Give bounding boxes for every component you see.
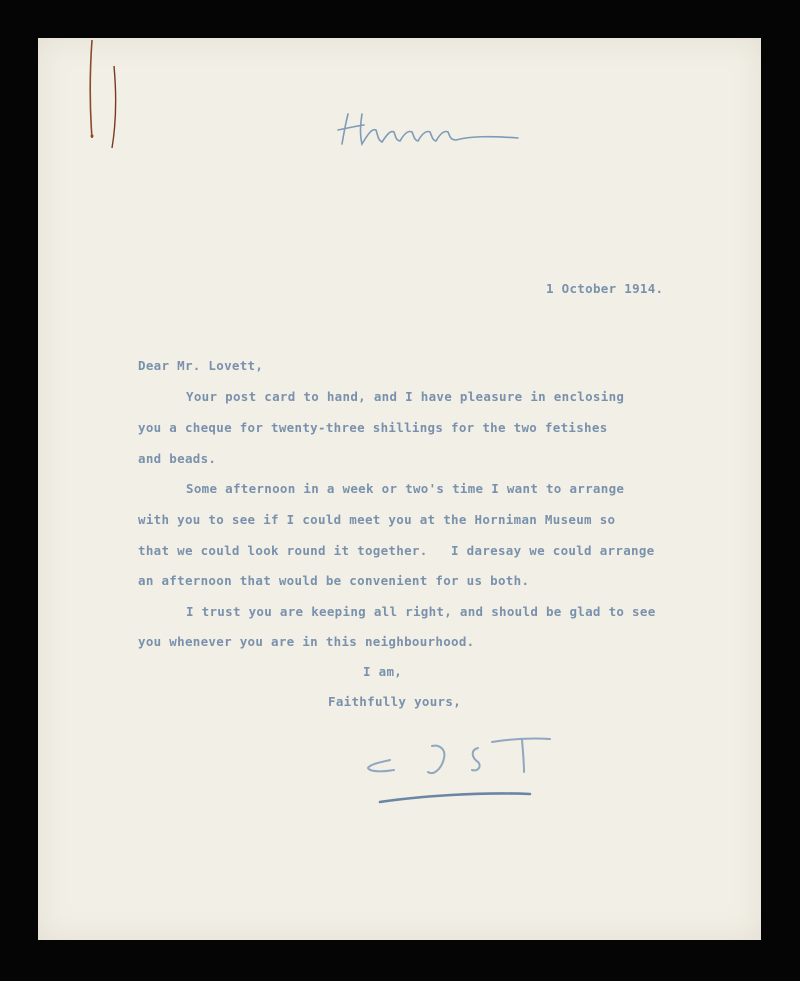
staple-mark <box>84 38 124 158</box>
salutation: Dear Mr. Lovett, <box>138 358 264 373</box>
signature-initials <box>360 706 560 806</box>
body-line: Your post card to hand, and I have pleasure in enclosing <box>186 389 625 404</box>
letter-date: 1 October 1914. <box>546 281 664 296</box>
body-line: with you to see if I could meet you at the Horniman Museum so <box>138 512 616 527</box>
handwritten-annotation <box>330 106 530 156</box>
body-line: an afternoon that would be convenient for us both. <box>138 573 530 588</box>
body-line: that we could look round it together. I daresay we could arrange <box>138 543 655 558</box>
closing-line: Faithfully yours, <box>328 694 462 709</box>
body-line: Some afternoon in a week or two's time I want to arrange <box>186 481 625 496</box>
letter-page <box>38 38 761 940</box>
body-line: you a cheque for twenty-three shillings for the two fetishes <box>138 420 608 435</box>
body-line: you whenever you are in this neighbourhood. <box>138 634 475 649</box>
closing-line: I am, <box>363 664 403 679</box>
body-line: I trust you are keeping all right, and should be glad to see <box>186 604 656 619</box>
body-line: and beads. <box>138 451 217 466</box>
